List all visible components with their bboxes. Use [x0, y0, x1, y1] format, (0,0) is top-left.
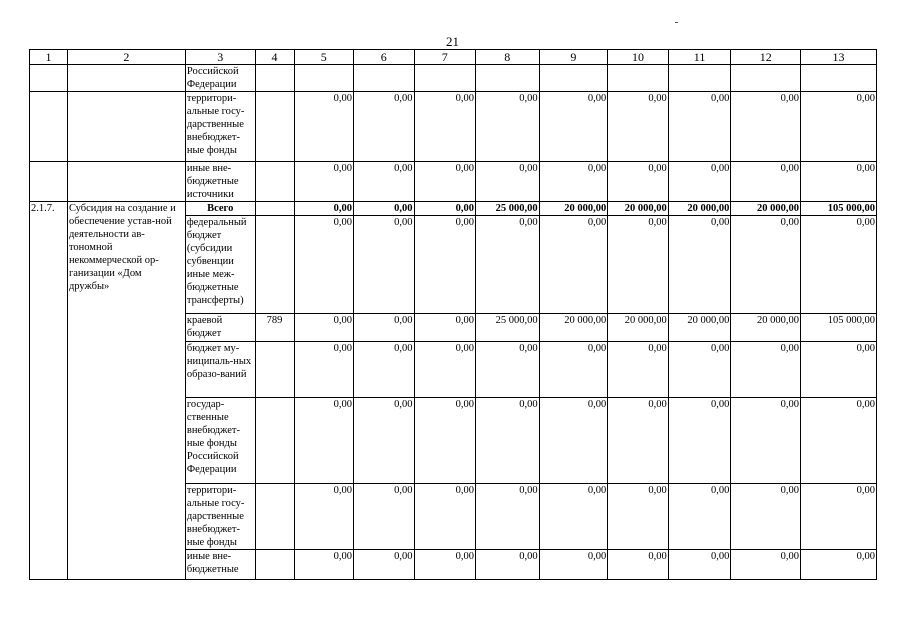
column-header: 1	[30, 50, 68, 65]
amount-cell: 0,00	[539, 484, 608, 550]
amount-cell: 0,00	[668, 162, 731, 202]
amount-cell: 0,00	[354, 314, 415, 342]
column-header: 13	[801, 50, 877, 65]
amount-cell: 0,00	[801, 398, 877, 484]
amount-cell: 20 000,00	[539, 202, 608, 216]
amount-cell: 0,00	[354, 342, 415, 398]
amount-cell: 0,00	[731, 550, 801, 580]
amount-cell: 0,00	[539, 342, 608, 398]
funding-source-cell: государ-ственные внебюджет-ные фонды Российской Федерации	[185, 398, 255, 484]
funding-source-cell: краевой бюджет	[185, 314, 255, 342]
amount-cell: 0,00	[608, 484, 669, 550]
amount-cell: 20 000,00	[539, 314, 608, 342]
amount-cell: 0,00	[731, 92, 801, 162]
amount-cell: 0,00	[801, 550, 877, 580]
budget-code-cell	[255, 65, 294, 92]
budget-code-cell	[255, 202, 294, 216]
amount-cell: 0,00	[414, 216, 476, 314]
column-header: 5	[294, 50, 353, 65]
amount-cell: 0,00	[476, 398, 540, 484]
funding-source-cell: Всего	[185, 202, 255, 216]
amount-cell: 0,00	[801, 342, 877, 398]
amount-cell	[354, 65, 415, 92]
amount-cell: 0,00	[731, 216, 801, 314]
amount-cell: 0,00	[668, 216, 731, 314]
amount-cell: 0,00	[608, 216, 669, 314]
item-name-cell	[67, 92, 185, 162]
amount-cell: 0,00	[539, 216, 608, 314]
amount-cell	[608, 65, 669, 92]
budget-code-cell	[255, 92, 294, 162]
amount-cell: 0,00	[476, 550, 540, 580]
funding-source-cell: бюджет му-ниципаль-ных образо-ваний	[185, 342, 255, 398]
amount-cell: 0,00	[539, 398, 608, 484]
amount-cell: 0,00	[354, 202, 415, 216]
amount-cell	[294, 65, 353, 92]
table-body	[30, 65, 877, 580]
amount-cell: 0,00	[354, 550, 415, 580]
amount-cell: 0,00	[294, 314, 353, 342]
amount-cell: 0,00	[608, 342, 669, 398]
column-header: 4	[255, 50, 294, 65]
amount-cell: 0,00	[414, 314, 476, 342]
amount-cell: 0,00	[801, 92, 877, 162]
funding-source-cell: территори-альные госу-дарственные внебюджет-ные фонды	[185, 92, 255, 162]
table-row	[30, 92, 877, 162]
amount-cell: 0,00	[294, 484, 353, 550]
amount-cell: 0,00	[476, 342, 540, 398]
column-header: 3	[185, 50, 255, 65]
amount-cell: 0,00	[294, 202, 353, 216]
amount-cell: 0,00	[608, 398, 669, 484]
amount-cell: 0,00	[476, 216, 540, 314]
budget-code-cell	[255, 342, 294, 398]
amount-cell: 0,00	[801, 216, 877, 314]
amount-cell: 0,00	[354, 92, 415, 162]
amount-cell: 20 000,00	[608, 314, 669, 342]
amount-cell: 0,00	[476, 484, 540, 550]
amount-cell: 20 000,00	[608, 202, 669, 216]
amount-cell	[668, 65, 731, 92]
column-header: 9	[539, 50, 608, 65]
amount-cell: 0,00	[608, 92, 669, 162]
scan-speck	[675, 22, 678, 23]
budget-code-cell	[255, 550, 294, 580]
amount-cell: 0,00	[354, 484, 415, 550]
amount-cell: 105 000,00	[801, 314, 877, 342]
amount-cell: 0,00	[608, 550, 669, 580]
amount-cell: 0,00	[731, 162, 801, 202]
budget-code-cell	[255, 398, 294, 484]
amount-cell: 0,00	[414, 202, 476, 216]
table-row	[30, 202, 877, 216]
column-header: 7	[414, 50, 476, 65]
amount-cell	[414, 65, 476, 92]
amount-cell: 105 000,00	[801, 202, 877, 216]
column-header: 10	[608, 50, 669, 65]
amount-cell: 20 000,00	[731, 314, 801, 342]
amount-cell: 0,00	[414, 92, 476, 162]
amount-cell: 25 000,00	[476, 314, 540, 342]
item-number-cell	[30, 162, 68, 202]
amount-cell: 0,00	[668, 550, 731, 580]
item-name-cell	[67, 162, 185, 202]
amount-cell: 0,00	[801, 162, 877, 202]
budget-code-cell	[255, 484, 294, 550]
budget-code-cell: 789	[255, 314, 294, 342]
item-number-cell	[30, 92, 68, 162]
column-header: 2	[67, 50, 185, 65]
table-row	[30, 65, 877, 92]
amount-cell: 0,00	[294, 398, 353, 484]
amount-cell: 0,00	[414, 398, 476, 484]
budget-table	[29, 49, 877, 580]
funding-source-cell: иные вне-бюджетные источники	[185, 162, 255, 202]
column-header: 12	[731, 50, 801, 65]
amount-cell	[539, 65, 608, 92]
amount-cell: 0,00	[354, 398, 415, 484]
funding-source-cell: Российской Федерации	[185, 65, 255, 92]
amount-cell: 0,00	[294, 216, 353, 314]
amount-cell: 0,00	[731, 342, 801, 398]
budget-code-cell	[255, 216, 294, 314]
funding-source-cell: иные вне-бюджетные	[185, 550, 255, 580]
amount-cell	[801, 65, 877, 92]
amount-cell: 0,00	[539, 162, 608, 202]
amount-cell: 20 000,00	[731, 202, 801, 216]
funding-source-cell: федеральный бюджет (субсидии субвенции иные меж-бюджетные трансферты)	[185, 216, 255, 314]
page-number: 21	[446, 34, 459, 49]
amount-cell: 0,00	[414, 342, 476, 398]
amount-cell: 0,00	[294, 550, 353, 580]
table-row	[30, 162, 877, 202]
amount-cell: 0,00	[668, 398, 731, 484]
amount-cell: 0,00	[294, 92, 353, 162]
amount-cell: 25 000,00	[476, 202, 540, 216]
amount-cell: 0,00	[539, 92, 608, 162]
amount-cell: 0,00	[731, 484, 801, 550]
amount-cell: 0,00	[414, 484, 476, 550]
amount-cell: 0,00	[668, 484, 731, 550]
budget-code-cell	[255, 162, 294, 202]
amount-cell	[731, 65, 801, 92]
funding-source-cell: территори-альные госу-дарственные внебюджет-ные фонды	[185, 484, 255, 550]
column-header: 11	[668, 50, 731, 65]
amount-cell: 20 000,00	[668, 202, 731, 216]
amount-cell: 0,00	[539, 550, 608, 580]
amount-cell: 0,00	[294, 342, 353, 398]
amount-cell: 0,00	[668, 92, 731, 162]
item-number-cell	[30, 65, 68, 92]
amount-cell: 0,00	[476, 162, 540, 202]
column-header: 8	[476, 50, 540, 65]
amount-cell: 0,00	[801, 484, 877, 550]
amount-cell: 0,00	[414, 162, 476, 202]
amount-cell: 20 000,00	[668, 314, 731, 342]
amount-cell: 0,00	[354, 162, 415, 202]
amount-cell	[476, 65, 540, 92]
item-name-cell: Субсидия на создание и обеспечение устав-ной деятельности ав-тономной некоммерческой ор-ганизации «Дом дружбы»	[67, 202, 185, 580]
amount-cell: 0,00	[668, 342, 731, 398]
item-number-cell: 2.1.7.	[30, 202, 68, 580]
item-name-cell	[67, 65, 185, 92]
amount-cell: 0,00	[414, 550, 476, 580]
column-header: 6	[354, 50, 415, 65]
amount-cell: 0,00	[608, 162, 669, 202]
amount-cell: 0,00	[476, 92, 540, 162]
amount-cell: 0,00	[731, 398, 801, 484]
amount-cell: 0,00	[354, 216, 415, 314]
column-number-row	[30, 50, 877, 65]
amount-cell: 0,00	[294, 162, 353, 202]
